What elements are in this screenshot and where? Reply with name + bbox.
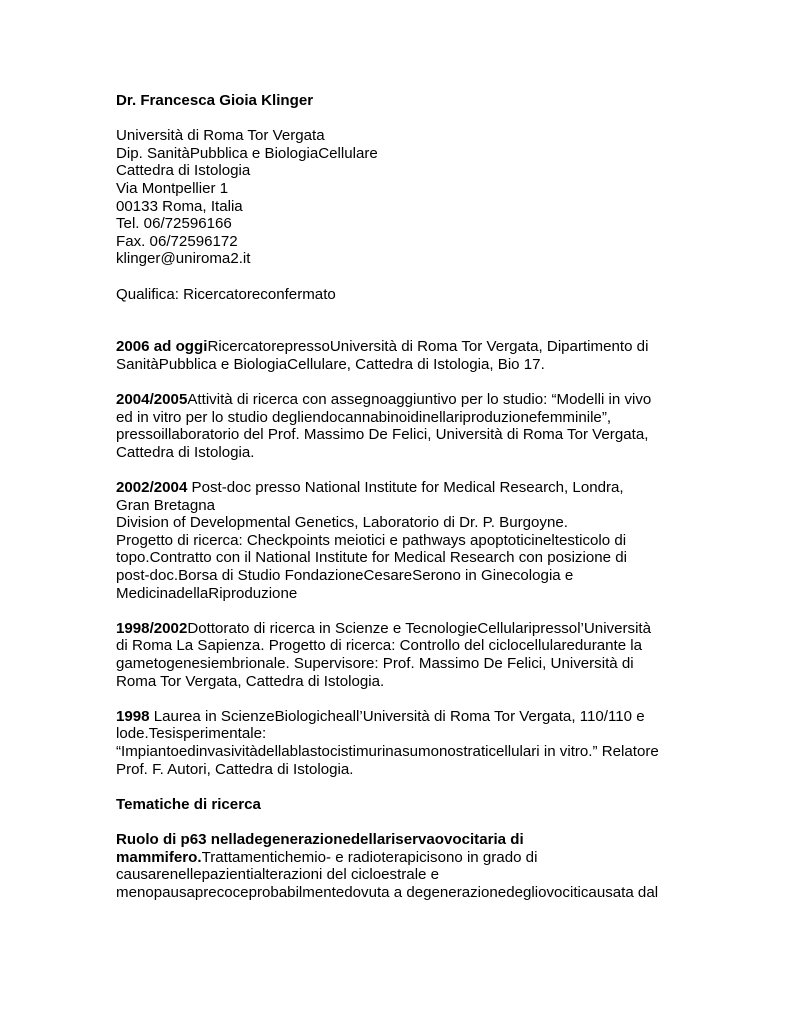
entry-line: “Impiantoedinvasivitàdellablastocistimurinasumonostraticellulari in vitro.” Relatore [116,742,659,760]
research-topic-line: causarenellepazientialterazioni del cicloestrale e [116,866,440,884]
entry-line: Gran Bretagna [116,496,216,514]
entry-line [116,391,691,409]
spacer [116,303,691,338]
spacer [116,110,691,128]
qualification: Qualifica: Ricercatoreconfermato [116,285,336,303]
entry-year: 1998 [116,707,150,725]
entry-line [116,708,691,726]
research-topic-line [116,849,691,867]
research-topic-line: menopausaprecoceprobabilmentedovuta a degenerazionedegliovociticausata dal [116,883,659,901]
research-topic-text: Trattamentichemio- e radioterapicisono in grado di [201,848,538,866]
entry-text: Laurea in ScienzeBiologicheall’Università di Roma Tor Vergata, 110/110 e [149,707,645,725]
contact-email: klinger@uniroma2.it [116,250,251,268]
entry-line: di Roma La Sapienza. Progetto di ricerca: Controllo del ciclocellularedurante la [116,637,643,655]
cv-entry [116,338,691,373]
contact-fax: Fax. 06/72596172 [116,232,238,250]
entry-text: Dottorato di ricerca in Scienze e TecnologieCellularipressol’Università [187,619,652,637]
entry-line: Cattedra di Istologia. [116,443,255,461]
entry-text: RicercatorepressoUniversità di Roma Tor Vergata, Dipartimento di [207,338,649,356]
entry-line [116,620,691,638]
entry-line [116,338,691,356]
document-page [116,92,691,901]
entry-year: 1998/2002 [116,619,188,637]
entry-text: Post-doc presso National Institute for Medical Research, Londra, [187,479,624,497]
research-topic-title-end: mammifero. [116,848,202,866]
entry-line: pressoillaboratorio del Prof. Massimo De Felici, Università di Roma Tor Vergata, [116,426,649,444]
cv-entry [116,479,691,602]
entry-line: MedicinadellaRiproduzione [116,584,298,602]
spacer [116,778,691,796]
entry-line: lode.Tesisperimentale: [116,725,267,743]
spacer [116,461,691,479]
entry-year: 2006 ad oggi [116,338,208,356]
contact-phone: Tel. 06/72596166 [116,215,232,233]
spacer [116,268,691,286]
cv-entry [116,391,691,461]
entry-line: Progetto di ricerca: Checkpoints meiotici e pathways apoptoticineltesticolo di [116,531,627,549]
spacer [116,602,691,620]
contact-city: 00133 Roma, Italia [116,197,243,215]
entry-text: Attività di ricerca con assegnoaggiuntivo per lo studio: “Modelli in vivo [187,391,652,409]
entry-line: Prof. F. Autori, Cattedra di Istologia. [116,760,354,778]
spacer [116,813,691,831]
contact-chair: Cattedra di Istologia [116,162,251,180]
entry-line: topo.Contratto con il National Institute for Medical Research con posizione di [116,549,627,567]
entry-line [116,479,691,497]
entry-line: Division of Developmental Genetics, Laboratorio di Dr. P. Burgoyne. [116,514,568,532]
entry-line: gametogenesiembrionale. Supervisore: Prof. Massimo De Felici, Università di [116,655,634,672]
research-topic [116,831,691,901]
entry-line: ed in vitro per lo studio degliendocannabinoidinellariproduzionefemminile”, [116,408,612,426]
entry-line: post-doc.Borsa di Studio FondazioneCesareSerono in Ginecologia e [116,567,574,585]
contact-university: Università di Roma Tor Vergata [116,127,325,145]
entry-year: 2004/2005 [116,391,188,409]
contact-department: Dip. SanitàPubblica e BiologiaCellulare [116,144,378,162]
spacer [116,374,691,392]
cv-entry [116,620,691,690]
author-name: Dr. Francesca Gioia Klinger [116,92,314,109]
entry-year: 2002/2004 [116,479,188,497]
entry-line: Roma Tor Vergata, Cattedra di Istologia. [116,672,385,690]
contact-block [116,127,691,268]
research-topics-heading: Tematiche di ricerca [116,795,261,813]
spacer [116,690,691,708]
contact-street: Via Montpellier 1 [116,179,229,197]
research-topic-title: Ruolo di p63 nelladegenerazionedellariservaovocitaria di [116,830,524,848]
entry-line: SanitàPubblica e BiologiaCellulare, Cattedra di Istologia, Bio 17. [116,355,545,373]
cv-entry [116,708,691,778]
